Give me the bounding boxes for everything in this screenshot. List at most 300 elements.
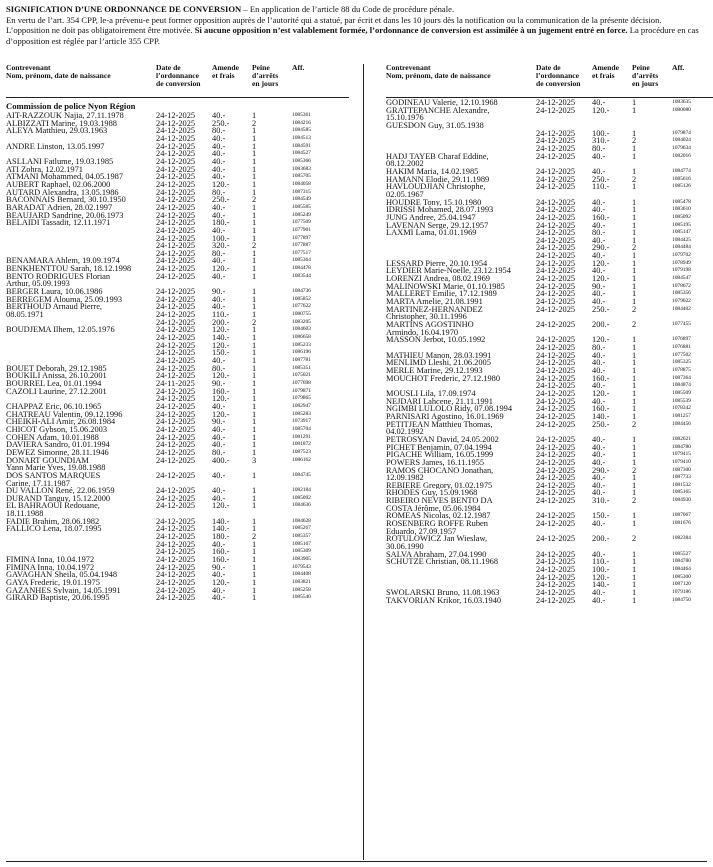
row-amount: 40.- xyxy=(212,539,226,549)
row-name: NEJDARI Lahcene, 21.11.1991 xyxy=(386,397,493,406)
row-date: 24-12-2025 xyxy=(536,457,576,467)
row-days: 1 xyxy=(252,210,257,220)
row-name: BENAMARA Ahlem, 19.09.1974 xyxy=(6,257,120,266)
row-amount: 120.- xyxy=(592,335,610,345)
row-amount: 200.- xyxy=(592,320,610,330)
row-days: 1 xyxy=(252,578,257,588)
row-date: 24-12-2025 xyxy=(536,388,576,398)
row-days: 1 xyxy=(632,480,637,490)
row-days: 1 xyxy=(252,440,257,450)
row-date: 24-12-2025 xyxy=(536,151,576,161)
row-aff: 1079702 xyxy=(672,252,691,259)
row-amount: 40.- xyxy=(592,166,606,176)
row-date: 24-12-2025 xyxy=(156,394,196,404)
row-date: 24-12-2025 xyxy=(536,105,576,115)
row-days: 1 xyxy=(252,401,257,411)
table-row xyxy=(6,594,349,602)
row-aff: 1085351 xyxy=(292,364,311,371)
row-days: 1 xyxy=(252,187,257,197)
row-date: 24-12-2025 xyxy=(536,473,576,483)
row-date: 24-12-2025 xyxy=(536,274,576,284)
row-days: 1 xyxy=(632,588,637,597)
row-days: 1 xyxy=(252,585,257,595)
row-days: 1 xyxy=(632,580,637,590)
row-name: ANDRE Linston, 13.05.1997 xyxy=(6,142,105,151)
row-days: 1 xyxy=(252,164,257,174)
row-amount: 40.- xyxy=(592,450,606,460)
row-amount: 90.- xyxy=(212,562,226,572)
row-name: GODINEAU Valerie, 12.10.1968 xyxy=(386,99,498,107)
row-days xyxy=(632,528,672,536)
row-date: 24-12-2025 xyxy=(156,585,196,595)
row-days: 1 xyxy=(632,182,637,192)
row-name: MARTA Amelie, 21.08.1991 xyxy=(386,298,483,306)
row-days: 2 xyxy=(252,195,257,205)
row-aff: 1085585 xyxy=(292,203,311,210)
row-name: REBIERE Gregory, 01.02.1975 xyxy=(386,481,493,490)
bottom-rule xyxy=(6,861,707,862)
row-aff: 1084628 xyxy=(292,517,311,524)
row-amount: 40.- xyxy=(212,294,226,304)
row-amount: 120.- xyxy=(212,264,230,274)
row-days: 2 xyxy=(632,243,637,253)
row-amount: 140.- xyxy=(592,411,610,421)
row-name: LEYDIER Marie-Noelle, 23.12.1954 xyxy=(386,267,511,276)
row-amount: 160.- xyxy=(592,373,610,383)
row-date: 24-12-2025 xyxy=(536,251,576,261)
row-aff xyxy=(672,160,713,168)
row-name: GUESDON Guy, 31.05.1938 xyxy=(386,121,484,130)
row-days: 1 xyxy=(252,447,257,457)
row-aff: 1085233 xyxy=(292,341,311,348)
row-name xyxy=(6,342,156,350)
row-date: 24-12-2025 xyxy=(156,440,196,450)
row-days: 1 xyxy=(632,274,637,284)
row-amount: 140.- xyxy=(212,333,230,343)
row-amount: 40.- xyxy=(212,493,226,503)
row-days: 1 xyxy=(632,212,637,222)
row-name: IDRISSI Mohamed, 28.07.1993 xyxy=(386,206,494,214)
row-date xyxy=(536,114,592,122)
row-date: 24-12-2025 xyxy=(156,210,196,220)
row-amount: 140.- xyxy=(212,524,230,534)
row-days: 1 xyxy=(632,442,637,452)
row-aff xyxy=(672,122,713,130)
row-date: 24-12-2025 xyxy=(156,562,196,572)
row-days: 1 xyxy=(252,356,257,365)
row-amount: 120.- xyxy=(592,258,610,268)
row-date: 24-12-2025 xyxy=(156,187,196,197)
row-days: 1 xyxy=(252,562,257,572)
row-date: 24-12-2025 xyxy=(536,480,576,490)
row-aff: 1081291 xyxy=(292,433,311,440)
row-days: 1 xyxy=(252,202,257,212)
row-days: 1 xyxy=(252,386,257,396)
row-date: 24-12-2025 xyxy=(536,572,576,582)
row-aff xyxy=(672,114,713,122)
row-aff: 1079022 xyxy=(672,298,691,305)
row-amount: 40.- xyxy=(212,356,226,365)
row-name xyxy=(6,533,156,541)
row-name: COHEN Adam, 10.01.1988 xyxy=(6,433,99,442)
table-row xyxy=(386,107,713,115)
notice-title: SIGNIFICATION D’UNE ORDONNANCE DE CONVERSION xyxy=(6,4,242,14)
row-aff: 1085147 xyxy=(672,229,691,236)
row-days: 1 xyxy=(632,350,637,360)
row-aff: 1079874 xyxy=(672,129,691,136)
row-date: 24-12-2025 xyxy=(156,111,196,120)
row-date: 24-12-2025 xyxy=(536,258,576,268)
row-days: 1 xyxy=(252,248,257,258)
row-date: 24-12-2025 xyxy=(536,557,576,567)
row-aff: 1087781 xyxy=(292,357,311,363)
row-aff: 1084513 xyxy=(292,134,311,141)
row-amount: 80.- xyxy=(212,363,226,373)
row-name xyxy=(6,319,156,327)
row-date: 24-12-2025 xyxy=(156,371,196,381)
row-name: ATI Zohra, 12.02.1971 xyxy=(6,165,83,174)
row-amount: 40.- xyxy=(212,172,226,182)
row-amount: 40.- xyxy=(212,440,226,450)
row-aff: 1084585 xyxy=(292,127,311,134)
row-days: 1 xyxy=(632,365,637,375)
row-amount: 120.- xyxy=(212,578,230,588)
row-name: BOURREL Lea, 01.01.1994 xyxy=(6,379,102,388)
row-date: 24-12-2025 xyxy=(156,578,196,588)
row-date: 24-12-2025 xyxy=(156,501,196,511)
row-aff xyxy=(672,313,713,321)
row-amount: 40.- xyxy=(592,289,606,299)
row-days: 1 xyxy=(252,516,257,526)
row-days: 1 xyxy=(632,411,637,421)
table-row xyxy=(386,520,713,528)
row-name: ASLLANI Fatlume, 19.03.1985 xyxy=(6,157,114,166)
row-aff: 1083205 xyxy=(292,318,311,325)
row-days: 1 xyxy=(252,348,257,358)
row-name: CHAPPAZ Eric, 06.10.1965 xyxy=(6,402,102,411)
row-date: 24-12-2025 xyxy=(536,465,576,475)
row-aff: 1087364 xyxy=(672,374,691,381)
row-days: 1 xyxy=(632,373,637,383)
row-date: 24-12-2025 xyxy=(536,565,576,575)
row-aff xyxy=(292,280,349,288)
row-amount: 40.- xyxy=(212,271,226,281)
row-days: 1 xyxy=(252,555,257,565)
row-aff: 1081676 xyxy=(672,520,691,527)
row-amount: 120.- xyxy=(212,179,230,189)
row-amount: 40.- xyxy=(592,519,606,529)
row-amount: 120.- xyxy=(212,394,230,404)
row-aff: 1076897 xyxy=(672,336,691,343)
row-days: 1 xyxy=(252,271,257,281)
row-date: 24-12-2025 xyxy=(536,365,576,375)
row-days xyxy=(252,280,292,288)
row-aff: 1073917 xyxy=(292,418,311,425)
row-days: 1 xyxy=(252,172,257,182)
table-row xyxy=(6,273,349,281)
row-date: 24-12-2025 xyxy=(536,98,576,107)
row-days: 1 xyxy=(632,297,637,307)
row-name: LAVENAN Serge, 29.12.1957 xyxy=(386,221,489,230)
row-name: BELAIDI Tassadit, 12.11.1971 xyxy=(6,219,111,227)
row-days: 1 xyxy=(252,225,257,235)
row-name: GAZANHES Sylvain, 14.05.1991 xyxy=(6,586,121,595)
row-date: 24-12-2025 xyxy=(156,202,196,212)
row-amount: 400.- xyxy=(212,455,230,465)
row-amount: 40.- xyxy=(212,210,226,220)
row-aff xyxy=(292,464,349,472)
row-date: 24-12-2025 xyxy=(156,172,196,182)
row-aff: 1084745 xyxy=(292,471,311,478)
row-aff: 1085527 xyxy=(672,550,691,557)
row-amount: 100.- xyxy=(592,128,610,138)
row-aff: 1077901 xyxy=(292,226,311,233)
row-date: 24-12-2025 xyxy=(156,317,196,327)
row-days: 1 xyxy=(252,432,257,442)
row-name: FADIE Brahim, 28.06.1982 xyxy=(6,517,100,526)
row-days: 1 xyxy=(252,417,257,427)
row-days xyxy=(632,114,672,122)
row-date: 24-12-2025 xyxy=(156,118,196,128)
row-days: 1 xyxy=(632,105,637,115)
row-amount: 80.- xyxy=(212,126,226,136)
row-amount: 110.- xyxy=(592,182,610,192)
row-aff: 1083610 xyxy=(672,206,691,213)
row-name xyxy=(6,250,156,258)
row-name: SCHÜTZE Christian, 08.11.1968 xyxy=(386,558,499,567)
row-days: 1 xyxy=(252,156,257,166)
row-name: CHEIKH-ALI Amir, 26.08.1984 xyxy=(6,418,116,426)
row-aff: 1083821 xyxy=(292,579,311,586)
row-aff: 1078949 xyxy=(672,259,691,266)
row-date: 24-12-2025 xyxy=(536,266,576,276)
row-days: 1 xyxy=(632,404,637,414)
row-days: 1 xyxy=(632,151,637,161)
row-amount: 40.- xyxy=(592,473,606,483)
row-aff: 1085364 xyxy=(292,257,311,264)
row-aff: 1085167 xyxy=(292,540,311,547)
row-aff xyxy=(672,543,713,551)
row-amount: 40.- xyxy=(592,549,606,559)
row-name: DEWEZ Simonne, 28.11.1946 xyxy=(6,448,109,457)
row-date: 24-12-2025 xyxy=(156,218,196,228)
row-name xyxy=(6,395,156,403)
row-date: 24-12-2025 xyxy=(156,363,196,373)
row-days: 1 xyxy=(632,220,637,230)
row-name: AUTARD Alexandra, 13.05.1986 xyxy=(6,188,119,197)
row-amount: 250.- xyxy=(592,304,610,314)
row-amount: 120.- xyxy=(212,409,230,419)
row-days: 1 xyxy=(252,287,257,297)
row-days: 1 xyxy=(632,457,637,467)
row-days: 1 xyxy=(632,519,637,529)
row-aff: 1083683 xyxy=(292,165,311,172)
row-amount: 80.- xyxy=(212,248,226,258)
row-date: 24-12-2025 xyxy=(536,488,576,498)
row-amount: 40.- xyxy=(212,164,226,174)
row-amount: 40.- xyxy=(592,98,606,107)
row-amount: 250.- xyxy=(592,419,610,429)
row-amount: 320.- xyxy=(212,241,230,251)
row-name: DOS SANTOS MARQUES xyxy=(6,471,101,480)
row-amount: 200.- xyxy=(212,317,230,327)
row-aff: 1085092 xyxy=(292,494,311,501)
row-amount: 40.- xyxy=(592,365,606,375)
row-amount: 40.- xyxy=(212,141,226,151)
row-amount: 40.- xyxy=(592,151,606,161)
row-date: 24-12-2025 xyxy=(536,281,576,291)
row-date: 24-12-2025 xyxy=(156,447,196,457)
row-date: 24-12-2025 xyxy=(536,220,576,230)
row-date: 24-12-2025 xyxy=(156,570,196,580)
row-aff: 1084216 xyxy=(292,119,311,126)
left-column xyxy=(6,64,349,602)
row-name: JUNG Andree, 25.04.1947 xyxy=(386,213,476,222)
row-amount: 40.- xyxy=(592,235,606,245)
row-name xyxy=(6,334,156,342)
row-date: 24-12-2025 xyxy=(536,396,576,406)
table-row xyxy=(386,114,713,122)
row-name: RHODES Guy, 15.09.1968 xyxy=(386,489,478,498)
row-days: 1 xyxy=(252,256,257,266)
row-name: LAXMI Lama, 01.01.1969 xyxy=(386,229,477,237)
row-amount: 40.- xyxy=(212,593,226,603)
row-name: CAZOLI Laurine, 27.12.2001 xyxy=(6,387,107,396)
row-name: BERTHOUD Arnaud Pierre, xyxy=(6,303,103,312)
row-date: 24-12-2025 xyxy=(156,340,196,350)
row-date: 24-12-2025 xyxy=(536,128,576,138)
row-days: 1 xyxy=(252,302,257,312)
row-days: 1 xyxy=(632,258,637,268)
row-days: 1 xyxy=(632,381,637,391)
row-aff: 1084874 xyxy=(672,382,691,389)
row-name: 04.02.1992 xyxy=(386,428,424,436)
row-days: 1 xyxy=(632,128,637,138)
row-days: 1 xyxy=(252,486,257,496)
row-name: HAMANN Elodie, 29.11.1989 xyxy=(386,175,490,184)
row-name: MARTINS AGOSTINHO xyxy=(386,321,474,329)
row-date: 24-12-2025 xyxy=(536,580,576,590)
row-amount: 40.- xyxy=(592,442,606,452)
row-date: 24-12-2025 xyxy=(156,241,196,251)
row-date: 24-12-2025 xyxy=(536,243,576,253)
row-days: 1 xyxy=(252,126,257,136)
row-date: 24-12-2025 xyxy=(536,343,576,352)
row-days xyxy=(632,505,672,513)
row-name xyxy=(6,548,156,556)
row-amount: 40.- xyxy=(212,111,226,120)
row-amount: 180.- xyxy=(212,532,230,542)
row-name: PARNISARI Agostino, 16.01.1969 xyxy=(386,412,504,421)
row-date: 24-12-2025 xyxy=(156,417,196,427)
row-date: 24-12-2025 xyxy=(156,126,196,136)
row-days: 2 xyxy=(632,136,637,146)
table-row xyxy=(386,183,713,191)
row-date: 24-12-2025 xyxy=(156,432,196,442)
row-name: ROMEAS Nicolas, 02.12.1987 xyxy=(386,512,491,521)
row-aff: 1087733 xyxy=(672,474,691,481)
row-days xyxy=(632,122,672,130)
row-days: 2 xyxy=(632,496,637,506)
row-days: 2 xyxy=(252,532,257,542)
row-amount: 120.- xyxy=(212,501,230,511)
row-aff: 1085366 xyxy=(292,157,311,164)
row-days: 1 xyxy=(632,235,637,245)
row-days: 1 xyxy=(632,98,637,107)
row-date: 24-12-2025 xyxy=(536,411,576,421)
row-aff: 1081257 xyxy=(672,412,691,419)
row-days xyxy=(252,480,292,488)
row-days: 1 xyxy=(252,264,257,274)
row-name: BOUET Deborah, 29.12.1985 xyxy=(6,364,107,373)
row-days: 1 xyxy=(632,396,637,406)
row-date: 24-12-2025 xyxy=(536,496,576,506)
row-name: Carine, 17.11.1987 xyxy=(6,479,70,488)
row-name: Yann Marie Yves, 19.08.1988 xyxy=(6,464,106,472)
row-amount: 40.- xyxy=(212,424,226,434)
row-name: ROSENBERG ROFFE Ruben xyxy=(386,520,488,528)
row-aff: 1085478 xyxy=(672,198,691,205)
header-amount: Amende et frais xyxy=(592,63,619,81)
row-name: GRATTEPANCHE Alexandre, xyxy=(386,106,490,115)
row-aff: 1084736 xyxy=(292,288,311,295)
row-name: MENLIMD Lleshi, 21.06.2005 xyxy=(386,359,491,367)
row-days: 2 xyxy=(632,304,637,314)
row-days xyxy=(632,160,672,168)
notice-title-suffix: – En application de l’article 88 du Code de procédure pénale. xyxy=(241,4,455,14)
row-name: Armindo, 16.04.1970 xyxy=(386,328,459,337)
row-amount: 120.- xyxy=(212,371,230,381)
row-date: 24-12-2025 xyxy=(536,442,576,452)
row-name: BENTO RODRIGUES Florian xyxy=(6,272,111,281)
row-date: 24-12-2025 xyxy=(536,434,576,444)
row-days: 1 xyxy=(252,111,257,120)
row-date: 24-12-2025 xyxy=(536,205,576,215)
row-name: MALINOWSKI Marie, 01.10.1985 xyxy=(386,282,505,291)
row-amount: 120.- xyxy=(212,325,230,335)
row-date: 24-12-2025 xyxy=(536,381,576,391)
table-row xyxy=(386,497,713,505)
row-date: 24-12-2025 xyxy=(156,294,196,304)
row-name xyxy=(386,145,536,153)
row-amount: 40.- xyxy=(212,256,226,266)
row-aff: 1084484 xyxy=(672,244,691,251)
row-days: 1 xyxy=(252,294,257,304)
row-amount: 40.- xyxy=(592,266,606,276)
row-date: 24-12-2025 xyxy=(156,524,196,534)
row-date: 24-12-2025 xyxy=(536,511,576,521)
row-days: 2 xyxy=(632,419,637,429)
row-amount: 160.- xyxy=(212,555,230,565)
row-name: 02.05.1967 xyxy=(386,190,424,199)
row-days: 1 xyxy=(252,394,257,404)
row-name: PIGACHE William, 16.05.1999 xyxy=(386,451,494,459)
row-name xyxy=(6,135,156,143)
row-amount: 140.- xyxy=(592,580,610,590)
row-days: 1 xyxy=(252,179,257,189)
row-aff: 1085267 xyxy=(292,525,311,532)
row-name: SALVA Abraham, 27.04.1990 xyxy=(386,550,487,559)
row-aff: 1084636 xyxy=(292,502,311,509)
row-date: 24-12-2025 xyxy=(536,143,576,153)
row-date: 24-12-2025 xyxy=(156,348,196,358)
row-amount: 40.- xyxy=(212,302,226,312)
row-date: 24-12-2025 xyxy=(536,595,576,605)
row-aff: 1082384 xyxy=(672,535,691,542)
row-aff: 1084547 xyxy=(672,275,691,282)
row-name: EL BAHRAOUI Redouane, xyxy=(6,502,100,511)
row-aff: 1082621 xyxy=(672,435,691,442)
